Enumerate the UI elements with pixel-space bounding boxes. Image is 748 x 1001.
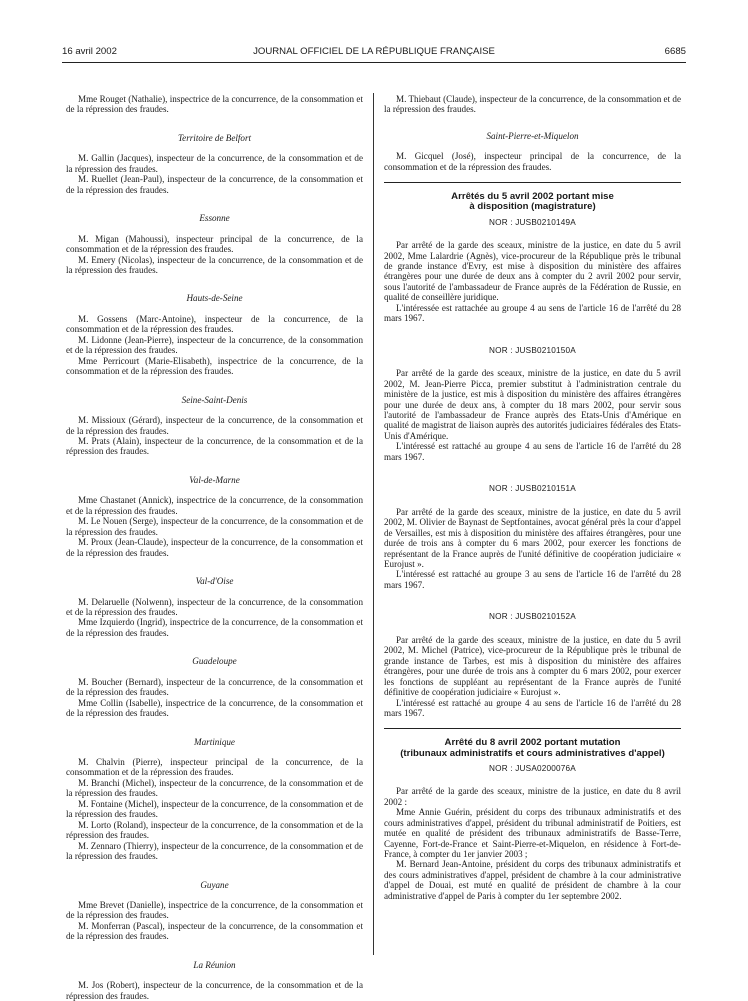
appointment-entry: M. Prats (Alain), inspecteur de la concurrence, de la consommation et de la répression des fraudes. bbox=[66, 435, 363, 457]
region-heading: Guadeloupe bbox=[192, 656, 237, 667]
right-intro-entry: M. Thiebaut (Claude), inspecteur de la concurrence, de la consommation et de la répression des fraudes. bbox=[384, 94, 681, 115]
nor-reference: NOR : JUSB0210149A bbox=[489, 217, 576, 227]
appointment-entry: M. Gallin (Jacques), inspecteur de la concurrence, de la consommation et de la répression des fraudes. bbox=[66, 153, 363, 174]
header-date: 16 avril 2002 bbox=[62, 46, 117, 57]
left-column bbox=[66, 94, 363, 1001]
appointment-entry: M. Chalvin (Pierre), inspecteur principal de la concurrence, de la consommation et de la répression des fraudes. bbox=[66, 757, 363, 778]
appointment-entry: M. Proux (Jean-Claude), inspecteur de la concurrence, de la consommation et de la répression des fraudes. bbox=[66, 537, 363, 558]
arrete-paragraph: Par arrêté de la garde des sceaux, ministre de la justice, en date du 5 avril 2002, M. Jean-Pierre Picca, premier substitut à l'administration centrale du ministère de la justice, est mis à disposition du ministère des affaires étrangères pour une durée de deux ans, à compter du 18 mars 2002, pour servir sous l'autorité de l'ambassadeur de France auprès des Etats-Unis d'Amérique en qualité de magistrat de liaison auprès des autorités judiciaires fédérales des Etats-Unis d'Amérique. bbox=[384, 368, 681, 441]
section-rule bbox=[384, 728, 681, 729]
region-heading: Seine-Saint-Denis bbox=[181, 394, 248, 405]
region-heading: Territoire de Belfort bbox=[177, 132, 252, 143]
region-heading: La Réunion bbox=[193, 959, 236, 970]
arrete-paragraph: L'intéressée est rattachée au groupe 4 au sens de l'article 16 de l'arrêté du 28 mars 1967. bbox=[384, 302, 681, 324]
region-heading: Martinique bbox=[194, 736, 235, 747]
appointment-entry: M. Gossens (Marc-Antoine), inspecteur de la concurrence, de la consommation et de la répression des fraudes. bbox=[66, 313, 363, 335]
appointment-entry: M. Jos (Robert), inspecteur de la concurrence, de la consommation et de la répression des fraudes. bbox=[66, 980, 363, 1001]
nor-reference: NOR : JUSB0210151A bbox=[489, 484, 576, 494]
appointment-entry: M. Monferran (Pascal), inspecteur de la concurrence, de la consommation et de la répression des fraudes. bbox=[66, 920, 363, 942]
region-heading: Val-d'Oise bbox=[195, 576, 234, 587]
appointment-entry: M. Lidonne (Jean-Pierre), inspecteur de la concurrence, de la consommation et de la répression des fraudes. bbox=[66, 334, 363, 356]
appointment-entry: M. Ruellet (Jean-Paul), inspecteur de la concurrence, de la consommation et de la répression des fraudes. bbox=[66, 174, 363, 195]
nor-reference: NOR : JUSA0200076A bbox=[489, 763, 576, 773]
region-heading: Hauts-de-Seine bbox=[186, 293, 243, 304]
region-heading: Essonne bbox=[199, 213, 230, 224]
left-intro-entry: Mme Rouget (Nathalie), inspectrice de la concurrence, de la consommation et de la répression des fraudes. bbox=[66, 94, 363, 115]
appointment-entry: Mme Collin (Isabelle), inspectrice de la concurrence, de la consommation et de la répression des fraudes. bbox=[66, 697, 363, 719]
appointment-entry: M. Migan (Mahoussi), inspecteur principal de la concurrence, de la consommation et de la répression des fraudes. bbox=[66, 233, 363, 255]
column-separator bbox=[373, 93, 374, 955]
arrete-paragraph: M. Bernard Jean-Antoine, président du corps des tribunaux administratifs et des cours administratives d'appel, président de chambre à la cour administrative d'appel de Douai, est muté en qualité de président de chambre à la cour administrative d'appel de Paris à compter du 1er septembre 2002. bbox=[384, 859, 681, 901]
journal-title: JOURNAL OFFICIEL DE LA RÉPUBLIQUE FRANÇAISE bbox=[253, 46, 495, 57]
nor-reference: NOR : JUSB0210152A bbox=[489, 612, 576, 622]
arrete-block-3 bbox=[384, 484, 681, 590]
header-rule bbox=[62, 62, 686, 63]
appointment-entry: Mme Izquierdo (Ingrid), inspectrice de la concurrence, de la consommation et de la répression des fraudes. bbox=[66, 617, 363, 638]
arrete-8-avril-title-line1: Arrêté du 8 avril 2002 portant mutation bbox=[444, 737, 621, 749]
arrete-5-avril-title-line2: à disposition (magistrature) bbox=[469, 201, 596, 213]
spm-entry: M. Gicquel (José), inspecteur principal de la concurrence, de la consommation et de la répression des fraudes. bbox=[384, 151, 681, 172]
section-rule bbox=[384, 182, 681, 183]
appointment-entry: M. Le Nouen (Serge), inspecteur de la concurrence, de la consommation et de la répression des fraudes. bbox=[66, 516, 363, 537]
appointment-entry: Mme Brevet (Danielle), inspectrice de la concurrence, de la consommation et de la répression des fraudes. bbox=[66, 900, 363, 921]
arrete-paragraph: Par arrêté de la garde des sceaux, ministre de la justice, en date du 5 avril 2002, Mme Lalardrie (Agnès), vice-procureur de la République près le tribunal de grande instance d'Evry, est mise à disposition du ministère des affaires étrangères pour une durée de deux ans à compter du 2 avril 2002 pour servir, sous l'autorité de l'ambassadeur de France auprès de la Fédération de Russie, en qualité de conseillère juridique. bbox=[384, 240, 681, 303]
arrete-paragraph: L'intéressé est rattaché au groupe 4 au sens de l'article 16 de l'arrêté du 28 mars 1967. bbox=[384, 441, 681, 462]
arrete-block-4 bbox=[384, 612, 681, 718]
arrete-paragraph: Par arrêté de la garde des sceaux, ministre de la justice, en date du 8 avril 2002 : bbox=[384, 786, 681, 807]
arrete-paragraph: Mme Annie Guérin, président du corps des tribunaux administratifs et des cours administratives d'appel, président du tribunal administratif de Poitiers, est mutée en qualité de président des tribunaux administratifs de Basse-Terre, Cayenne, Fort-de-France et Saint-Pierre-et-Miquelon, en résidence à Fort-de-France, à compter du 1er janvier 2003 ; bbox=[384, 807, 681, 860]
right-column bbox=[384, 94, 681, 901]
page-number: 6685 bbox=[664, 46, 686, 57]
appointment-entry: M. Emery (Nicolas), inspecteur de la concurrence, de la consommation et de la répression des fraudes. bbox=[66, 254, 363, 275]
region-heading: Val-de-Marne bbox=[189, 474, 240, 485]
appointment-entry: M. Zennaro (Thierry), inspecteur de la concurrence, de la consommation et de la répression des fraudes. bbox=[66, 840, 363, 862]
arrete-block-2 bbox=[384, 346, 681, 463]
appointment-entry: M. Missioux (Gérard), inspecteur de la concurrence, de la consommation et de la répression des fraudes. bbox=[66, 415, 363, 436]
nor-reference: NOR : JUSB0210150A bbox=[489, 345, 576, 355]
arrete-block-1 bbox=[384, 218, 681, 324]
region-heading: Guyane bbox=[200, 879, 229, 890]
appointment-entry: M. Branchi (Michel), inspecteur de la concurrence, de la consommation et de la répression des fraudes. bbox=[66, 777, 363, 799]
appointment-entry: M. Boucher (Bernard), inspecteur de la concurrence, de la consommation et de la répression des fraudes. bbox=[66, 676, 363, 698]
arrete-paragraph: L'intéressé est rattaché au groupe 3 au sens de l'article 16 de l'arrêté du 28 mars 1967. bbox=[384, 569, 681, 590]
appointment-entry: Mme Perricourt (Marie-Elisabeth), inspectrice de la concurrence, de la consommation et de la répression des fraudes. bbox=[66, 355, 363, 377]
arrete-paragraph: L'intéressé est rattaché au groupe 4 au sens de l'article 16 de l'arrêté du 28 mars 1967. bbox=[384, 697, 681, 718]
appointment-entry: Mme Chastanet (Annick), inspectrice de la concurrence, de la consommation et de la répression des fraudes. bbox=[66, 495, 363, 516]
appointment-entry: M. Fontaine (Michel), inspecteur de la concurrence, de la consommation et de la répression des fraudes. bbox=[66, 798, 363, 820]
region-heading-saint-pierre-et-miquelon: Saint-Pierre-et-Miquelon bbox=[486, 130, 579, 141]
page-header bbox=[62, 46, 686, 60]
appointment-entry: M. Lorto (Roland), inspecteur de la concurrence, de la consommation et de la répression des fraudes. bbox=[66, 819, 363, 841]
arrete-paragraph: Par arrêté de la garde des sceaux, ministre de la justice, en date du 5 avril 2002, M. Olivier de Baynast de Septfontaines, avocat général près la cour d'appel de Versailles, est mis à disposition du ministère des affaires étrangères, pour une durée de trois ans à compter du 6 mars 2002, pour exercer les fonctions de représentant de la France auprès de l'unité définitive de coopération judiciaire « Eurojust ». bbox=[384, 506, 681, 569]
arrete-8-avril-title-line2: (tribunaux administratifs et cours administratives d'appel) bbox=[400, 747, 665, 759]
arrete-paragraph: Par arrêté de la garde des sceaux, ministre de la justice, en date du 5 avril 2002, M. Michel (Patrice), vice-procureur de la République près le tribunal de grande instance de Tarbes, est mis à disposition du ministère des affaires étrangères, pour une durée de trois ans à compter du 6 mars 2002, pour exercer les fonctions de suppléant au représentant de la France auprès de l'unité définitive de coopération judiciaire « Eurojust ». bbox=[384, 634, 681, 698]
appointment-entry: M. Delaruelle (Nolwenn), inspecteur de la concurrence, de la consommation et de la répression des fraudes. bbox=[66, 596, 363, 617]
arrete-5-avril-title-line1: Arrêtés du 5 avril 2002 portant mise bbox=[451, 191, 614, 203]
